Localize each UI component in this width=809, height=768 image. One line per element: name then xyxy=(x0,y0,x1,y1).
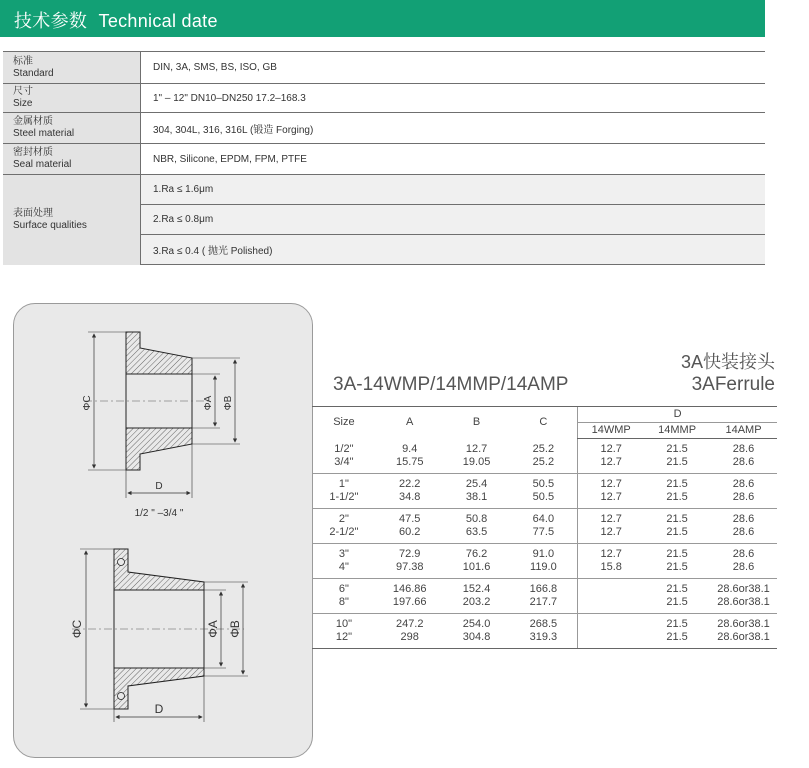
col-size: Size xyxy=(312,407,376,439)
top-label-b: ΦB xyxy=(223,395,234,411)
bottom-label-c: ΦC xyxy=(70,619,84,639)
spec-row xyxy=(3,84,765,113)
spec-value: 304, 304L, 316, 316L (锻造 Forging) xyxy=(141,113,766,144)
cell-d-14mmp-value: 21.5 xyxy=(666,491,688,503)
cell-size xyxy=(312,544,376,579)
cell-size-value: 3/4" xyxy=(334,455,354,468)
spec-key-cn: 密封材质 xyxy=(13,147,53,158)
cell-size-value: 1" xyxy=(338,478,349,490)
cell-b xyxy=(444,474,510,509)
cell-d-14wmp-value xyxy=(578,631,644,644)
cell-a-value: 60.2 xyxy=(399,526,421,538)
spec-key-cn: 尺寸 xyxy=(13,86,33,97)
cell-c-value: 119.0 xyxy=(530,561,557,573)
cell-size-value: 2-1/2" xyxy=(329,526,359,538)
spec-row xyxy=(3,52,765,84)
cell-d-14wmp xyxy=(578,474,644,509)
section-title-en: Technical date xyxy=(98,11,218,31)
cell-d-14mmp-value: 21.5 xyxy=(666,618,688,630)
cell-a-value: 197.66 xyxy=(392,596,427,608)
spec-value: 3.Ra ≤ 0.4 ( 抛光 Polished) xyxy=(141,235,766,265)
section-title-cn: 技术参数 xyxy=(14,11,88,31)
product-model: 3A-14WMP/14MMP/14AMP xyxy=(333,374,569,395)
dimension-table-body xyxy=(312,439,777,649)
cell-c-value: 25.2 xyxy=(532,442,555,455)
cell-d-14amp xyxy=(710,579,777,614)
table-row-group xyxy=(312,509,777,544)
col-c: C xyxy=(509,407,577,439)
cell-b xyxy=(444,614,510,649)
spec-key xyxy=(3,84,141,113)
top-label-a: ΦA xyxy=(203,395,214,411)
spec-value: DIN, 3A, SMS, BS, ISO, GB xyxy=(141,52,766,84)
cell-d-14wmp-value xyxy=(578,583,644,596)
cell-d-14mmp-value: 21.5 xyxy=(666,631,688,643)
cell-d-14wmp xyxy=(578,544,644,579)
cell-c xyxy=(509,474,577,509)
cell-a xyxy=(376,439,444,474)
bottom-upper-wall xyxy=(114,549,204,590)
spec-value: NBR, Silicone, EPDM, FPM, PTFE xyxy=(141,144,766,175)
cell-b xyxy=(444,509,510,544)
section-title xyxy=(14,7,218,33)
cell-a-value: 22.2 xyxy=(399,478,421,490)
cell-b-value: 12.7 xyxy=(465,442,488,455)
bottom-label-a: ΦA xyxy=(206,620,220,638)
cell-d-14amp xyxy=(710,614,777,649)
cell-d-14wmp-value: 12.7 xyxy=(600,526,622,538)
top-size-caption: 1/2 " –3/4 " xyxy=(134,508,184,519)
cell-c-value: 25.2 xyxy=(532,455,555,468)
cell-d-14wmp-value: 12.7 xyxy=(600,491,622,503)
cell-d-14wmp-value: 12.7 xyxy=(600,443,622,455)
cell-b-value: 76.2 xyxy=(465,548,488,560)
table-row-group xyxy=(312,579,777,614)
cell-a-value: 146.86 xyxy=(392,583,427,595)
spec-key xyxy=(3,52,141,84)
cell-size-value: 6" xyxy=(338,583,349,595)
col-d-14mmp: 14MMP xyxy=(644,423,710,439)
cell-size-value: 1-1/2" xyxy=(329,491,359,503)
specs-table xyxy=(3,51,765,265)
spec-key xyxy=(3,175,141,265)
spec-key-en: Steel material xyxy=(13,128,75,139)
spec-key-cn: 表面处理 xyxy=(13,207,53,219)
cell-size xyxy=(312,509,376,544)
cell-size-value: 1/2" xyxy=(334,442,354,455)
cell-d-14amp xyxy=(710,439,777,474)
cell-d-14mmp-value: 21.5 xyxy=(666,513,688,525)
top-label-c: ΦC xyxy=(82,395,93,411)
spec-key xyxy=(3,113,141,144)
ferrule-drawings xyxy=(14,304,312,757)
cell-size-value: 3" xyxy=(338,548,349,560)
cell-a-value: 34.8 xyxy=(399,491,421,503)
cell-d-14amp-value: 28.6 xyxy=(732,561,755,573)
cell-a xyxy=(376,579,444,614)
cell-size xyxy=(312,579,376,614)
cell-d-14mmp xyxy=(644,509,710,544)
cell-d-14amp-value: 28.6 xyxy=(732,548,755,560)
cell-size-value: 12" xyxy=(335,631,352,643)
cell-d-14amp xyxy=(710,509,777,544)
top-lower-wall xyxy=(126,428,192,470)
cell-size-value: 8" xyxy=(338,596,349,608)
cell-size xyxy=(312,439,376,474)
cell-b-value: 50.8 xyxy=(465,513,488,525)
cell-c-value: 166.8 xyxy=(529,583,558,595)
cell-c xyxy=(509,509,577,544)
col-b: B xyxy=(444,407,510,439)
top-ferrule-drawing xyxy=(82,332,240,519)
cell-size-value: 10" xyxy=(335,618,352,630)
spec-key-en: Surface qualities xyxy=(13,219,87,231)
cell-c-value: 319.3 xyxy=(529,631,558,643)
cell-d-14mmp-value: 21.5 xyxy=(666,478,688,490)
cell-d-14mmp-value: 21.5 xyxy=(666,583,688,595)
cell-d-14amp-value: 28.6 xyxy=(732,456,755,468)
cell-c xyxy=(509,579,577,614)
cell-d-14amp-value: 28.6or38.1 xyxy=(717,618,770,630)
cell-a-value: 298 xyxy=(400,631,419,643)
spec-key xyxy=(3,144,141,175)
spec-key-cn: 金属材质 xyxy=(13,116,53,127)
cell-d-14amp xyxy=(710,544,777,579)
cell-d-14amp xyxy=(710,474,777,509)
cell-c-value: 91.0 xyxy=(532,548,555,560)
table-row-group xyxy=(312,439,777,474)
spec-key-en: Standard xyxy=(13,67,54,79)
cell-b-value: 203.2 xyxy=(462,596,491,608)
top-upper-wall xyxy=(126,332,192,374)
cell-d-14amp-value: 28.6 xyxy=(732,526,755,538)
cell-b-value: 152.4 xyxy=(462,583,491,595)
cell-d-14wmp xyxy=(578,439,644,474)
cell-d-14mmp-value: 21.5 xyxy=(666,456,688,468)
top-label-d: D xyxy=(155,481,163,492)
spec-row xyxy=(3,175,765,205)
spec-value: 1" – 12" DN10–DN250 17.2–168.3 xyxy=(141,84,766,113)
cell-d-14mmp-value: 21.5 xyxy=(666,526,688,538)
col-d: D xyxy=(578,407,777,423)
cell-a-value: 15.75 xyxy=(395,455,424,468)
cell-d-14mmp xyxy=(644,579,710,614)
cell-d-14amp-value: 28.6or38.1 xyxy=(717,631,770,643)
cell-a xyxy=(376,614,444,649)
cell-a xyxy=(376,544,444,579)
cell-b-value: 63.5 xyxy=(465,526,488,538)
cell-d-14mmp xyxy=(644,614,710,649)
cell-d-14amp-value: 28.6 xyxy=(732,478,755,490)
cell-d-14mmp xyxy=(644,474,710,509)
spec-value: 2.Ra ≤ 0.8μm xyxy=(141,205,766,235)
cell-a-value: 47.5 xyxy=(399,513,421,525)
cell-d-14wmp xyxy=(578,509,644,544)
table-row-group xyxy=(312,544,777,579)
cell-b-value: 38.1 xyxy=(465,491,488,503)
cell-b-value: 25.4 xyxy=(465,478,488,490)
cell-d-14amp-value: 28.6 xyxy=(732,491,755,503)
cell-b xyxy=(444,439,510,474)
cell-size xyxy=(312,614,376,649)
section-header xyxy=(0,0,765,37)
cell-c xyxy=(509,439,577,474)
cell-size xyxy=(312,474,376,509)
cell-c-value: 64.0 xyxy=(532,513,555,525)
spec-key-en: Seal material xyxy=(13,159,72,170)
cell-a xyxy=(376,474,444,509)
bottom-label-b: ΦB xyxy=(228,620,242,638)
cell-b-value: 101.6 xyxy=(462,561,491,573)
cell-b xyxy=(444,579,510,614)
spec-key-en: Size xyxy=(13,98,33,109)
cell-d-14mmp xyxy=(644,439,710,474)
spec-key-cn: 标准 xyxy=(13,55,33,67)
table-row-group xyxy=(312,614,777,649)
cell-c xyxy=(509,544,577,579)
cell-d-14wmp-value: 12.7 xyxy=(600,478,622,490)
cell-d-14amp-value: 28.6or38.1 xyxy=(717,583,770,595)
bottom-ferrule-drawing xyxy=(70,549,248,722)
cell-c xyxy=(509,614,577,649)
cell-a xyxy=(376,509,444,544)
cell-d-14mmp-value: 21.5 xyxy=(666,443,688,455)
cell-a-value: 97.38 xyxy=(395,561,424,573)
cell-c-value: 217.7 xyxy=(529,596,558,608)
cell-c-value: 50.5 xyxy=(532,478,555,490)
cell-d-14mmp-value: 21.5 xyxy=(666,561,688,573)
cell-b-value: 254.0 xyxy=(462,618,491,630)
cell-d-14wmp-value xyxy=(578,596,644,609)
col-d-14amp: 14AMP xyxy=(710,423,777,439)
cell-a-value: 72.9 xyxy=(399,548,421,560)
bottom-label-d: D xyxy=(154,702,164,716)
table-header-row xyxy=(312,407,777,423)
product-title-en: 3AFerrule xyxy=(691,374,775,395)
dimension-table xyxy=(312,406,777,649)
cell-d-14wmp-value: 12.7 xyxy=(600,548,622,560)
spec-value: 1.Ra ≤ 1.6μm xyxy=(141,175,766,205)
cell-c-value: 268.5 xyxy=(529,618,558,630)
cell-d-14amp-value: 28.6 xyxy=(732,513,755,525)
spec-row xyxy=(3,113,765,144)
col-a: A xyxy=(376,407,444,439)
cell-d-14wmp-value: 12.7 xyxy=(600,513,622,525)
product-title-cn: 3A快装接头 xyxy=(680,352,775,372)
cell-d-14mmp-value: 21.5 xyxy=(666,596,688,608)
cell-b-value: 19.05 xyxy=(462,455,491,468)
cell-d-14mmp xyxy=(644,544,710,579)
cell-a-value: 247.2 xyxy=(395,618,424,630)
table-row-group xyxy=(312,474,777,509)
cell-d-14amp-value: 28.6 xyxy=(732,443,755,455)
cell-d-14wmp-value: 12.7 xyxy=(600,456,622,468)
technical-drawing xyxy=(13,303,313,758)
cell-d-14wmp xyxy=(578,579,644,614)
cell-a-value: 9.4 xyxy=(402,442,418,455)
cell-d-14amp-value: 28.6or38.1 xyxy=(717,596,770,608)
cell-size-value: 2" xyxy=(338,513,349,525)
spec-row xyxy=(3,144,765,175)
cell-c-value: 77.5 xyxy=(532,526,555,538)
cell-size-value: 4" xyxy=(338,561,349,573)
cell-d-14mmp-value: 21.5 xyxy=(666,548,688,560)
col-d-14wmp: 14WMP xyxy=(578,423,644,439)
cell-b-value: 304.8 xyxy=(462,631,491,643)
cell-b xyxy=(444,544,510,579)
cell-c-value: 50.5 xyxy=(532,491,555,503)
cell-d-14wmp-value xyxy=(578,618,644,631)
cell-d-14wmp-value: 15.8 xyxy=(600,561,622,573)
cell-d-14wmp xyxy=(578,614,644,649)
